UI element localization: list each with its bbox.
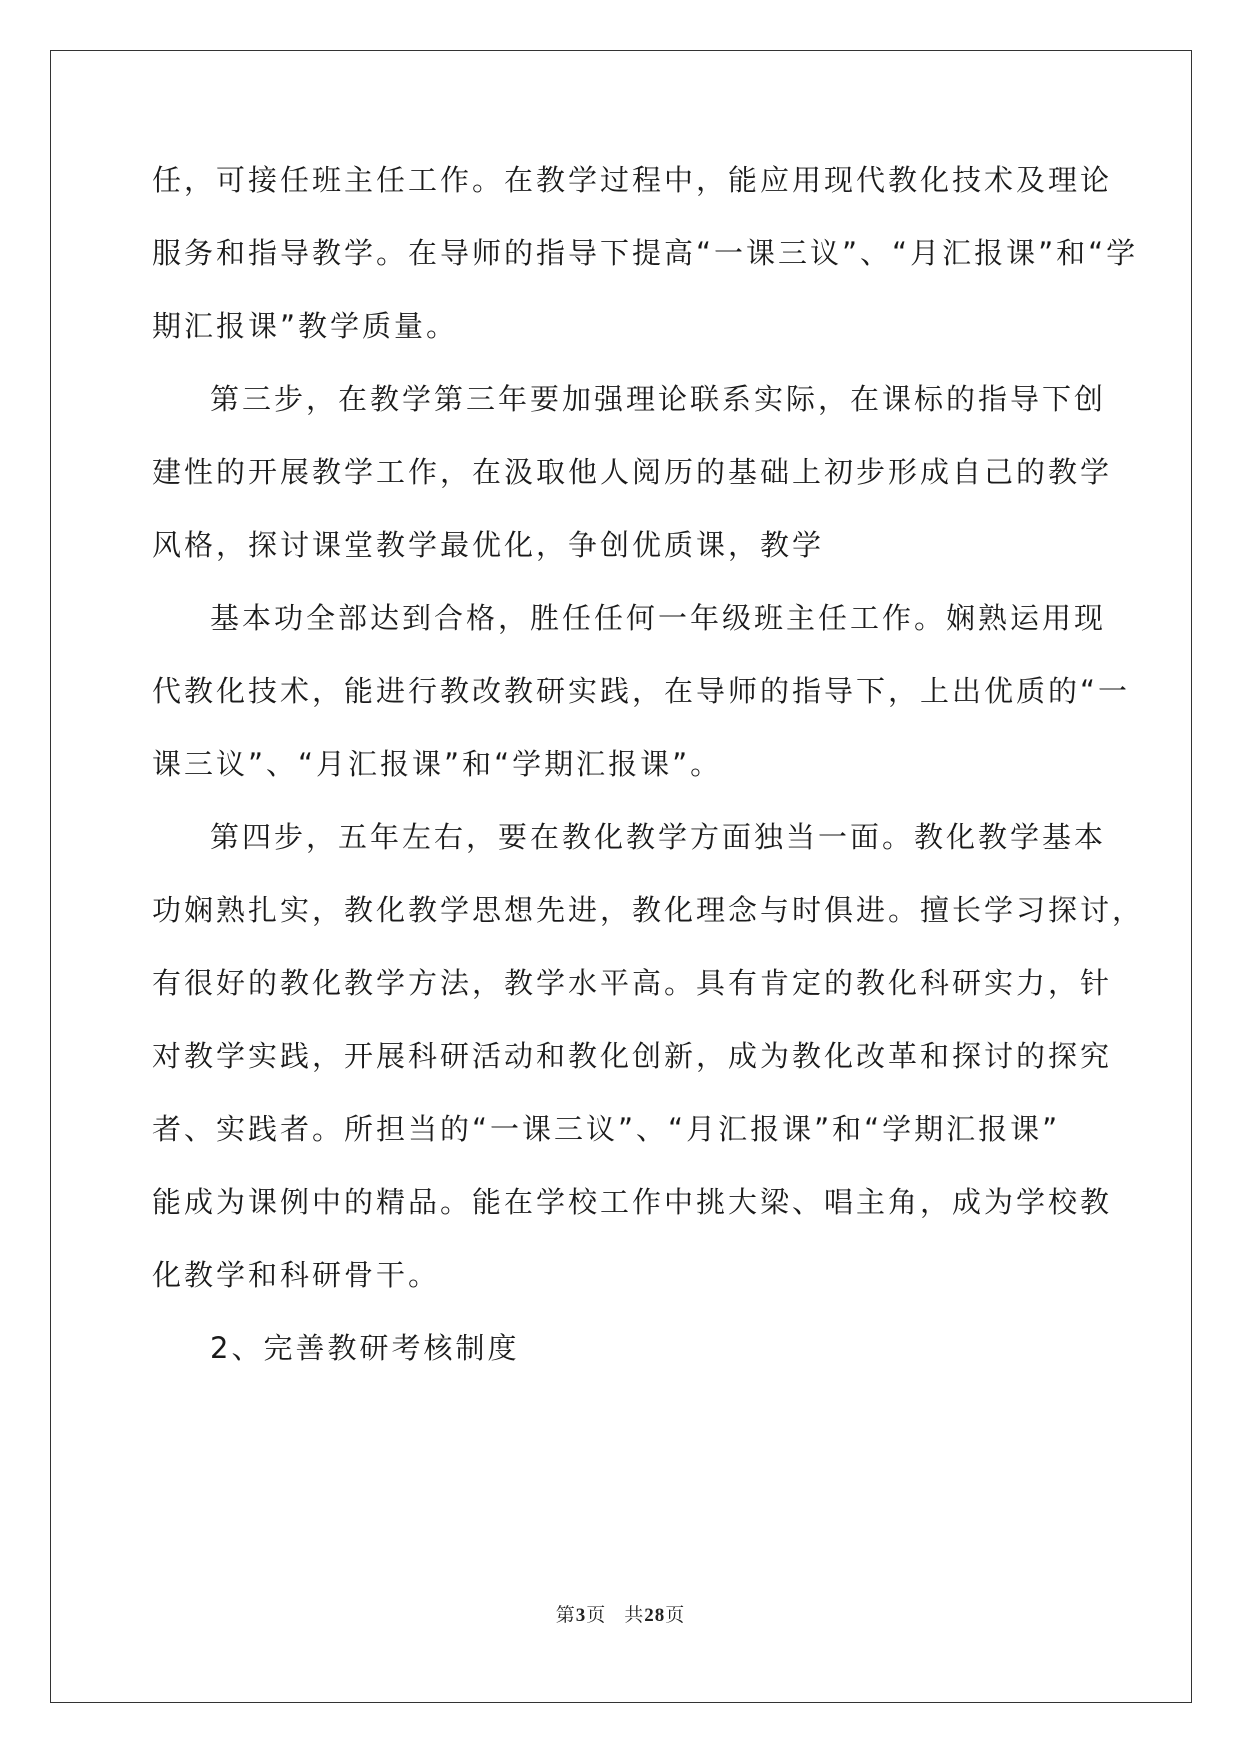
page-suffix: 页 [586,1604,607,1626]
text-line: 课三议”、“月汇报课”和“学期汇报课”。 [152,747,723,781]
paragraph-start-line: 第三步，在教学第三年要加强理论联系实际，在课标的指导下创 [210,382,1107,416]
text-line: 化教学和科研骨干。 [152,1258,441,1292]
text-line: 者、实践者。所担当的“一课三议”、“月汇报课”和“学期汇报课” [152,1112,1061,1146]
text-line: 能成为课例中的精品。能在学校工作中挑大梁、唱主角，成为学校教 [152,1185,1113,1219]
text-line: 期汇报课”教学质量。 [152,309,459,343]
page-border [50,50,1192,1703]
paragraph-start-line: 第四步，五年左右，要在教化教学方面独当一面。教化教学基本 [210,820,1107,854]
text-line: 对教学实践，开展科研活动和教化创新，成为教化改革和探讨的探究 [152,1039,1113,1073]
text-line: 有很好的教化教学方法，教学水平高。具有肯定的教化科研实力，针 [152,966,1113,1000]
text-line: 服务和指导教学。在导师的指导下提高“一课三议”、“月汇报课”和“学 [152,236,1139,270]
total-suffix: 页 [665,1604,686,1626]
text-line: 风格，探讨课堂教学最优化，争创优质课，教学 [152,528,825,562]
page-current: 3 [575,1605,587,1626]
page-footer [0,1600,1241,1627]
text-line: 建性的开展教学工作，在汲取他人阅历的基础上初步形成自己的教学 [152,455,1113,489]
text-line: 代教化技术，能进行教改教研实践，在导师的指导下，上出优质的“一 [152,674,1131,708]
paragraph-start-line: 基本功全部达到合格，胜任任何一年级班主任工作。娴熟运用现 [210,601,1107,635]
text-line: 任，可接任班主任工作。在教学过程中，能应用现代教化技术及理论 [152,163,1113,197]
section-heading: 2、完善教研考核制度 [210,1331,520,1365]
page-prefix: 第 [555,1604,576,1626]
total-prefix: 共 [624,1604,645,1626]
page-total: 28 [644,1605,666,1626]
text-line: 功娴熟扎实，教化教学思想先进，教化理念与时俱进。擅长学习探讨， [152,893,1145,927]
